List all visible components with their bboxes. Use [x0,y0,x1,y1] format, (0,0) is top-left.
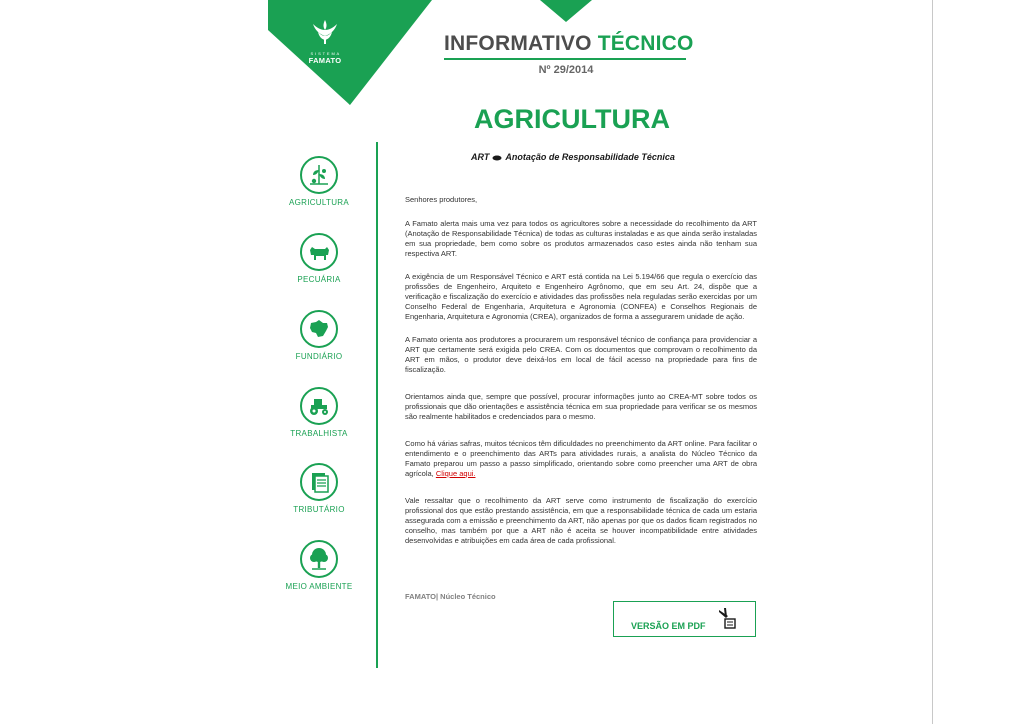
logo-brand: FAMATO [308,56,342,65]
pencil-bullet-icon [492,155,502,161]
famato-logo [303,18,347,65]
masthead-title [444,32,694,56]
sidebar-item-meio-ambiente[interactable] [279,540,359,591]
agriculture-icon [300,156,338,194]
article-body [405,195,757,559]
page-edge-rule [932,0,933,724]
paragraph-6: Vale ressaltar que o recolhimento da ART serve como instrumento de fiscalização do exercício profissional dos que estão prestando assistência, em que a responsabilidade técnica de cada um estaria assegurada com a emissão e preenchimento da ART, não apenas por que os dados ficam registrados no conselho, mas também por que a ART não é aceita se houver incompatibilidade entre atividades desenvolvidas e atribuições em cada área de cada profissional. [405,496,757,545]
masthead-title-part1: INFORMATIVO [444,32,592,55]
sidebar-item-label: PECUÁRIA [297,275,341,284]
subtitle [471,152,675,162]
pdf-download-icon [716,606,738,630]
section-title: AGRICULTURA [474,104,670,134]
sidebar-item-label: TRABALHISTA [290,429,348,438]
signature: FAMATO| Núcleo Técnico [405,592,496,601]
pdf-button-label: VERSÃO EM PDF [631,621,706,631]
document-icon [300,463,338,501]
paragraph-5 [405,439,757,479]
famato-emblem-icon [307,18,343,46]
subtitle-prefix: ART [471,152,490,162]
sidebar-item-trabalhista[interactable] [279,387,359,438]
subtitle-text: Anotação de Responsabilidade Técnica [505,152,675,162]
sidebar-item-agricultura[interactable] [279,156,359,207]
sidebar-item-fundiario[interactable] [279,310,359,361]
land-map-icon [300,310,338,348]
sidebar-item-tributario[interactable] [279,463,359,514]
sidebar-item-label: FUNDIÁRIO [295,352,343,361]
pdf-version-button[interactable] [613,601,756,637]
masthead [444,32,694,76]
masthead-title-part2: TÉCNICO [597,32,694,55]
sidebar-item-label: AGRICULTURA [288,198,350,207]
sidebar-item-label: TRIBUTÁRIO [293,505,345,514]
paragraph-1: A Famato alerta mais uma vez para todos os agricultores sobre a necessidade do recolhimento da ART (Anotação de Responsabilidade Técnica) de todas as culturas instaladas e as que ainda serão instaladas em sua propriedade, bem como sobre os produtos armazenados caso estes ainda não tenham sua respectiva ART. [405,219,757,258]
clique-aqui-link[interactable]: Clique aqui. [435,469,476,478]
paragraph-2: A exigência de um Responsável Técnico e ART está contida na Lei 5.194/66 que regula o exercício das profissões de Engenheiro, Arquiteto e Engenheiro Agrônomo, que em seu Art. 24, dispõe que a verificação e fiscalização do exercício e atividades das profissões nela reguladas serão exercidas por um Conselho Federal de Engenharia, Arquitetura e Agronomia (CONFEA) e Conselhos Regionais de Engenharia, Arquitetura e Agronomia (CREA), organizados de forma a assegurarem unidade de ação. [405,272,757,321]
tree-icon [300,540,338,578]
cattle-icon [300,233,338,271]
paragraph-5-text: Como há várias safras, muitos técnicos têm dificuldades no preenchimento da ART online. Para facilitar o entendimento e o preenchimento das ARTs para atividades rurais, a analista do Núcleo Técnico da Famato preparou um passo a passo simplificado, orientando sobre como preencher uma ART de obra agrícola, [405,439,757,478]
header-notch [540,0,592,24]
masthead-rule [444,58,686,60]
greeting: Senhores produtores, [405,195,478,204]
issue-number: Nº 29/2014 [538,64,594,76]
paragraph-4: Orientamos ainda que, sempre que possível, procurar informações junto ao CREA-MT sobre todos os profissionais que dão orientações e assistência técnica em sua propriedade para verificar se os mesmos são realmente habilitados e credenciados para o mesmo. [405,392,757,421]
paragraph-3: A Famato orienta aos produtores a procurarem um responsável técnico de confiança para providenciar a ART que certamente será exigida pelo CREA. Com os documentos que comprovam o recolhimento da ART em mãos, o produtor deve deixá-los em local de fácil acesso na propriedade para fins de fiscalização. [405,335,757,374]
tractor-icon [300,387,338,425]
sidebar-item-label: MEIO AMBIENTE [285,582,353,591]
logo-tagline: S I S T E M A [310,51,340,56]
sidebar-item-pecuaria[interactable] [279,233,359,284]
sidebar-divider [376,142,378,668]
